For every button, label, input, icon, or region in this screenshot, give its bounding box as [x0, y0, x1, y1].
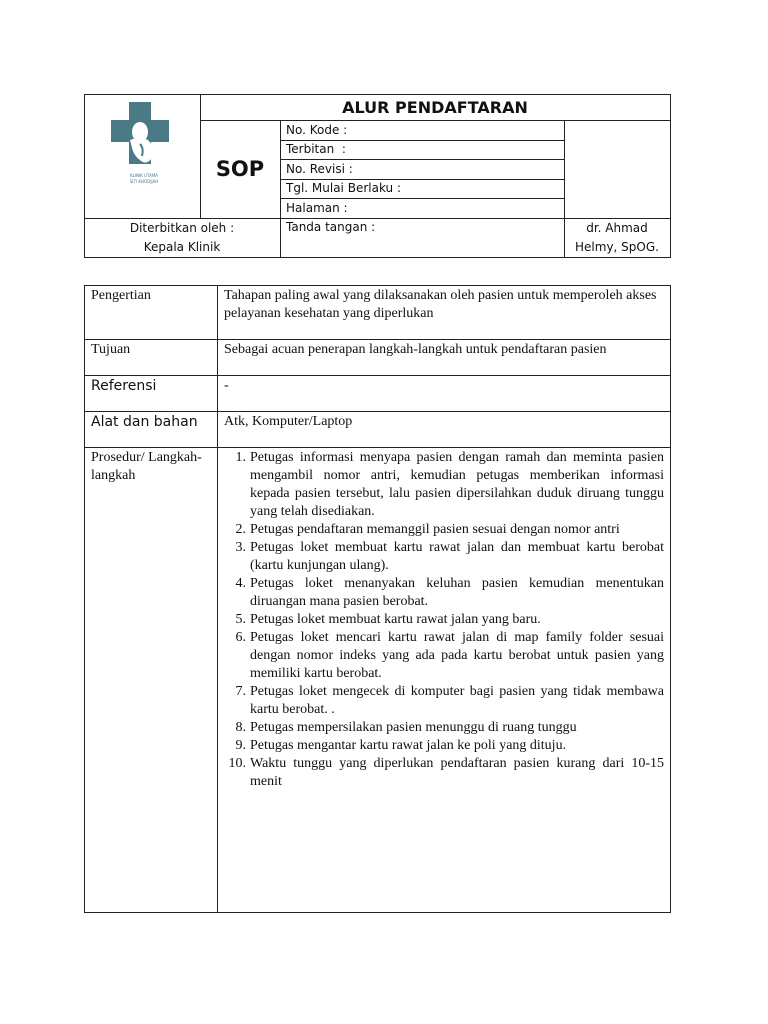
procedure-step-text: Waktu tunggu yang diperlukan pendaftaran pasien kurang dari 10-15 menit	[250, 756, 664, 789]
procedure-step-text: Petugas loket membuat kartu rawat jalan yang baru.	[250, 612, 541, 627]
signer-title: Helmy, SpOG.	[575, 240, 659, 254]
field-tanda-tangan: Tanda tangan :	[286, 220, 376, 234]
procedure-step-text: Petugas loket menanyakan keluhan pasien kemudian menentukan diruangan mana pasien berobat.	[250, 576, 664, 609]
sop-label: SOP	[215, 157, 265, 181]
procedure-step-text: Petugas mengantar kartu rawat jalan ke poli yang dituju.	[250, 738, 567, 753]
procedure-step-text: Petugas mempersilakan pasien menunggu di ruang tunggu	[250, 720, 577, 735]
issued-by	[84, 219, 280, 257]
label-tujuan: Tujuan	[91, 342, 131, 357]
issued-by-title: Kepala Klinik	[143, 240, 221, 254]
value-pengertian: Tahapan paling awal yang dilaksanakan oleh pasien untuk memperoleh akses pelayanan kesehatan yang diperlukan	[224, 288, 657, 321]
label-pengertian: Pengertian	[91, 288, 151, 303]
procedure-step-number: 2.	[235, 522, 246, 537]
value-tujuan: Sebagai acuan penerapan langkah-langkah untuk pendaftaran pasien	[224, 342, 607, 357]
label-alat-dan-bahan: Alat dan bahan	[91, 414, 198, 430]
procedure-step	[224, 683, 664, 719]
procedure-step	[224, 737, 664, 755]
field-halaman: Halaman :	[286, 201, 348, 215]
procedure-step-number: 9.	[235, 738, 246, 753]
logo-text-line2: SITI KHODIJAH	[129, 179, 159, 184]
signer	[564, 219, 670, 257]
procedure-step	[224, 719, 664, 737]
field-tgl-mulai-berlaku: Tgl. Mulai Berlaku :	[286, 181, 401, 195]
procedure-step-number: 3.	[235, 540, 246, 555]
field-no-kode: No. Kode :	[286, 123, 348, 137]
procedure-step	[224, 449, 664, 521]
procedure-step-text: Petugas loket membuat kartu rawat jalan dan membuat kartu berobat (kartu kunjungan ulang).	[250, 540, 664, 573]
procedure-step	[224, 611, 664, 629]
procedure-step-text: Petugas loket mencari kartu rawat jalan di map family folder sesuai dengan nomor indeks yang ada pada kartu berobat untuk pasien yang memiliki kartu berobat.	[250, 630, 664, 681]
procedure-step-text: Petugas informasi menyapa pasien dengan ramah dan meminta pasien mengambil nomor antri, kemudian petugas memberikan informasi kepada pasien tersebut, lalu pasien dipersilahkan duduk diruang tunggu yang telah disediakan.	[250, 450, 664, 519]
value-alat-dan-bahan: Atk, Komputer/Laptop	[224, 414, 353, 429]
procedure-step	[224, 629, 664, 683]
procedure-step	[224, 575, 664, 611]
procedure-step	[224, 539, 664, 575]
procedure-step-number: 8.	[235, 720, 246, 735]
label-prosedur: Prosedur/ Langkah-langkah	[91, 450, 202, 483]
procedure-step-number: 5.	[235, 612, 246, 627]
procedure-step-number: 1.	[235, 450, 246, 465]
procedure-step-number: 6.	[235, 630, 246, 645]
procedure-step-number: 4.	[235, 576, 246, 591]
clinic-logo	[100, 96, 188, 192]
document-title: ALUR PENDAFTARAN	[342, 98, 528, 117]
procedure-step-number: 10.	[228, 756, 246, 771]
procedure-steps	[224, 449, 664, 791]
field-terbitan: Terbitan :	[286, 142, 346, 156]
procedure-step-text: Petugas pendaftaran memanggil pasien sesuai dengan nomor antri	[250, 522, 620, 537]
label-referensi: Referensi	[91, 378, 157, 394]
procedure-step	[224, 755, 664, 791]
procedure-step-text: Petugas loket mengecek di komputer bagi pasien yang tidak membawa kartu berobat. .	[250, 684, 664, 717]
logo-text-line1: KLINIK UTAMA	[129, 173, 159, 178]
signer-name: dr. Ahmad	[586, 221, 648, 235]
field-no-revisi: No. Revisi :	[286, 162, 353, 176]
value-referensi: -	[224, 378, 229, 393]
procedure-step-number: 7.	[235, 684, 246, 699]
issued-by-label: Diterbitkan oleh :	[129, 221, 235, 235]
procedure-step	[224, 521, 664, 539]
procedure-list	[224, 449, 664, 791]
